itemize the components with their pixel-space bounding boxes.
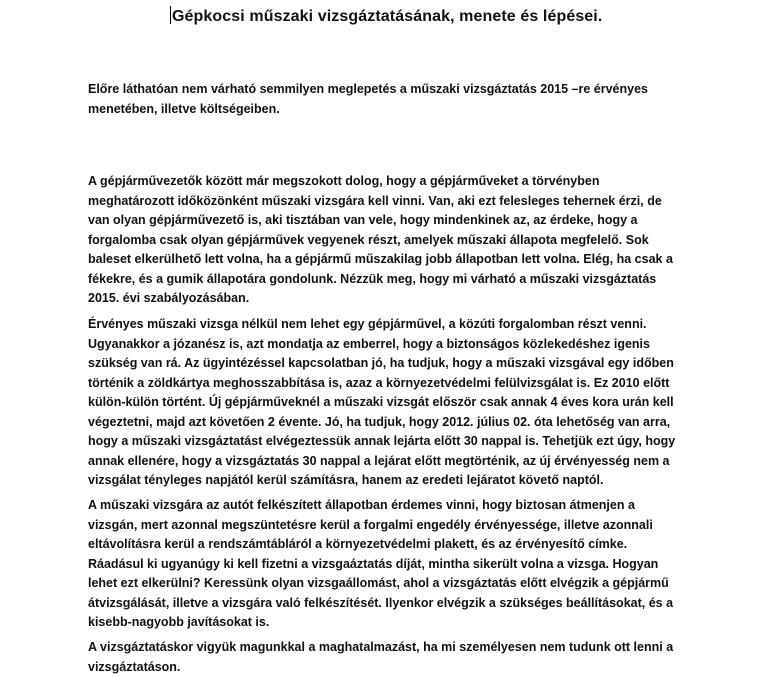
paragraph-line: forgalomba csak olyan gépjárművek vegyenek részt, amelyek műszaki állapota megfelelő. Sok [88,231,698,251]
paragraph-line: 2015. évi szabályozásában. [88,289,698,309]
paragraph-line: baleset elkerülhető lett volna, ha a gépjármű műszakilag jobb állapotban lett volna. Elég, ha csak a [88,250,698,270]
paragraph-line: vizsgáztatáson. [88,658,698,677]
title-line [170,6,602,26]
paragraph-line: annak ellenére, hogy a vizsgáztatás 30 nappal a lejárat előtt megtörténik, az új érvényesség nem a [88,452,698,472]
paragraph-line: vizsgán, mert azonnal megszüntetésre kerül a forgalmi engedély érvényessége, illetve azonnali [88,516,698,536]
document-title[interactable]: Gépkocsi műszaki vizsgáztatásának, menete és lépései. [172,8,602,25]
paragraph-line: lehet ezt elkerülni? Keressünk olyan vizsgaállomást, ahol a vizsgáztatás előtt elvégzik a gépjármű [88,574,698,594]
paragraph-line: Ugyanakkor a józanész is, azt mondatja az emberrel, hogy a biztonságos közlekedéshez igenis [88,335,698,355]
paragraph-preparation[interactable] [88,496,698,633]
paragraph-authorization[interactable] [88,638,698,677]
paragraph-line: A gépjárművezetők között már megszokott dolog, hogy a gépjárműveket a törvényben [88,172,698,192]
paragraph-line: meghatározott időközönként műszaki vizsgára kell vinni. Van, aki ezt felesleges tehernek érzi, de [88,192,698,212]
paragraph-line: vizsgálat tényleges napjától kerül számításra, hanem az eredeti lejáratot követő naptól. [88,471,698,491]
paragraph-line: fékekre, és a gumik állapotára gondolunk. Nézzük meg, hogy mi várható a műszaki vizsgáztatás [88,270,698,290]
paragraph-intro[interactable] [88,80,698,119]
paragraph-line: eltávolításra kerül a rendszámtábláról a környezetvédelmi plakett, és az érvényesítő címke. [88,535,698,555]
paragraph-line: kisebb-nagyobb javításokat is. [88,613,698,633]
paragraph-line: van olyan gépjárművezető is, aki tisztában van vele, hogy mindenkinek az, az érdeke, hogy a [88,211,698,231]
paragraph-drivers[interactable] [88,172,698,309]
paragraph-line: szükség van rá. Az ügyintézéssel kapcsolatban jó, ha tudjuk, hogy a műszaki vizsgával egy időben [88,354,698,374]
paragraph-line: külön-külön történt. Új gépjárműveknél a műszaki vizsgát először csak annak 4 éves kora urán kell [88,393,698,413]
paragraph-line: Előre láthatóan nem várható semmilyen meglepetés a műszaki vizsgáztatás 2015 –re érvényes [88,80,698,100]
paragraph-line: A műszaki vizsgára az autót felkészített állapotban érdemes vinni, hogy biztosan átmenjen a [88,496,698,516]
paragraph-line: történik a zöldkártya meghosszabbítása is, azaz a környezetvédelmi felülvizsgálat is. Ez 2010 előtt [88,374,698,394]
text-cursor [170,6,171,24]
paragraph-line: átvizsgálását, illetve a vizsgára való felkészítését. Ilyenkor elvégzik a szükséges beállításokat, és a [88,594,698,614]
paragraph-line: menetében, illetve költségeiben. [88,100,698,120]
paragraph-line: hogy a műszaki vizsgáztatást elvégeztessük annak lejárta előtt 30 nappal is. Tehetjük ezt úgy, hogy [88,432,698,452]
paragraph-validity[interactable] [88,315,698,491]
paragraph-line: Ráadásul ki ugyanúgy ki kell fizetni a vizsgaáztatás díját, mintha sikerült volna a vizsga. Hogyan [88,555,698,575]
paragraph-line: A vizsgáztatáskor vigyük magunkkal a maghatalmazást, ha mi személyesen nem tudunk ott lenni a [88,638,698,658]
paragraph-line: végeztetni, majd azt követően 2 évente. Jó, ha tudjuk, hogy 2012. július 02. óta lehetőség van arra, [88,413,698,433]
paragraph-line: Érvényes műszaki vizsga nélkül nem lehet egy gépjárművel, a közúti forgalomban részt venni. [88,315,698,335]
